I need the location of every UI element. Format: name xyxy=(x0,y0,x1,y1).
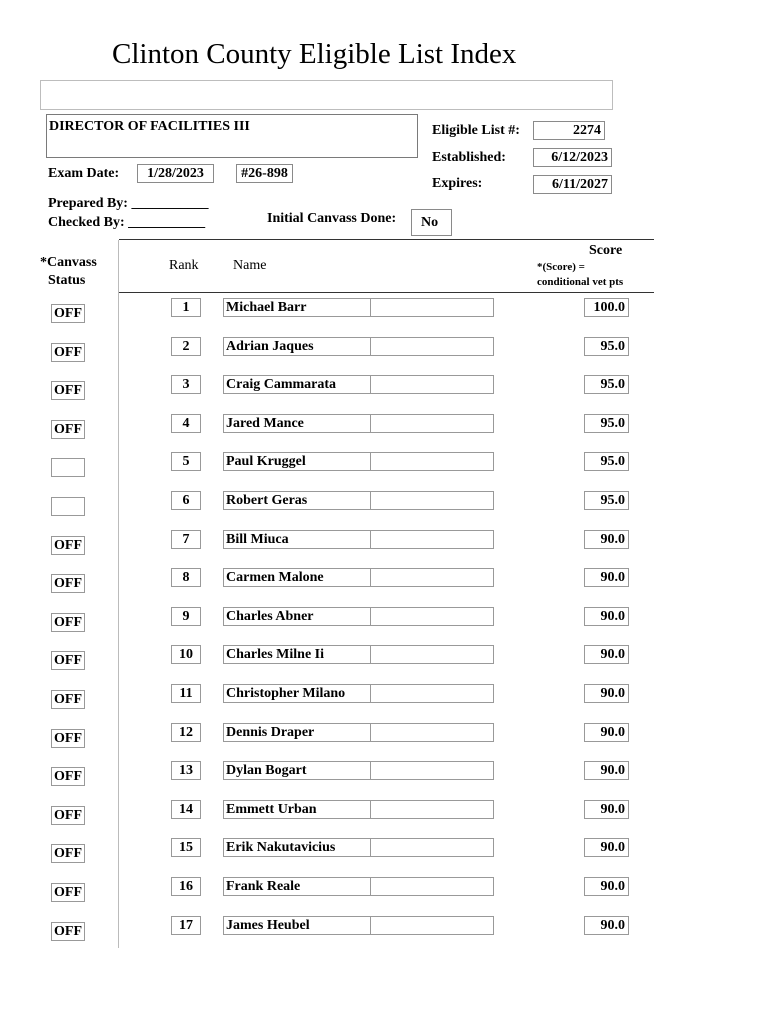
page-title: Clinton County Eligible List Index xyxy=(112,38,517,70)
exam-date-label: Exam Date: xyxy=(48,166,120,181)
name-field: Adrian Jaques xyxy=(223,337,370,356)
score-field: 95.0 xyxy=(584,491,629,510)
canvass-status-field[interactable]: OFF xyxy=(51,343,85,362)
canvass-status-field[interactable]: OFF xyxy=(51,536,85,555)
name-field: Bill Miuca xyxy=(223,530,370,549)
canvass-status-header-line1: *Canvass xyxy=(40,255,97,270)
expires-date-field[interactable]: 6/11/2027 xyxy=(533,175,612,194)
notes-field[interactable] xyxy=(370,916,494,935)
score-field: 90.0 xyxy=(584,645,629,664)
name-field: Dylan Bogart xyxy=(223,761,370,780)
name-field: Robert Geras xyxy=(223,491,370,510)
name-field: Frank Reale xyxy=(223,877,370,896)
name-field: Dennis Draper xyxy=(223,723,370,742)
initial-canvass-field[interactable]: No xyxy=(411,209,452,236)
canvass-status-field[interactable]: OFF xyxy=(51,729,85,748)
notes-field[interactable] xyxy=(370,530,494,549)
score-field: 95.0 xyxy=(584,375,629,394)
score-field: 90.0 xyxy=(584,723,629,742)
canvass-status-field[interactable]: OFF xyxy=(51,767,85,786)
notes-field[interactable] xyxy=(370,568,494,587)
header-top-rule xyxy=(119,239,654,240)
prepared-by-label: Prepared By: ___________ xyxy=(48,196,209,211)
notes-field[interactable] xyxy=(370,607,494,626)
canvass-status-header-line2: Status xyxy=(48,273,86,288)
exam-date-field[interactable]: 1/28/2023 xyxy=(137,164,214,183)
rank-field: 11 xyxy=(171,684,201,703)
rank-field: 2 xyxy=(171,337,201,356)
notes-field[interactable] xyxy=(370,684,494,703)
score-field: 95.0 xyxy=(584,414,629,433)
notes-field[interactable] xyxy=(370,375,494,394)
canvass-status-field[interactable]: OFF xyxy=(51,613,85,632)
name-field: Emmett Urban xyxy=(223,800,370,819)
rank-field: 1 xyxy=(171,298,201,317)
exam-number-field[interactable]: #26-898 xyxy=(236,164,293,183)
score-note-line1: *(Score) = xyxy=(537,261,585,273)
score-field: 90.0 xyxy=(584,877,629,896)
established-date-field[interactable]: 6/12/2023 xyxy=(533,148,612,167)
score-field: 90.0 xyxy=(584,568,629,587)
rank-field: 3 xyxy=(171,375,201,394)
expires-label: Expires: xyxy=(432,176,483,191)
rank-field: 13 xyxy=(171,761,201,780)
name-field: Christopher Milano xyxy=(223,684,370,703)
name-field: Jared Mance xyxy=(223,414,370,433)
rank-field: 6 xyxy=(171,491,201,510)
score-field: 90.0 xyxy=(584,916,629,935)
rank-header: Rank xyxy=(169,258,199,273)
score-field: 90.0 xyxy=(584,838,629,857)
initial-canvass-label: Initial Canvass Done: xyxy=(267,211,397,226)
canvass-status-field[interactable]: OFF xyxy=(51,304,85,323)
canvass-status-field[interactable]: OFF xyxy=(51,806,85,825)
header-bottom-rule xyxy=(119,292,654,293)
score-field: 90.0 xyxy=(584,607,629,626)
score-note-line2: conditional vet pts xyxy=(537,276,624,288)
score-field: 95.0 xyxy=(584,337,629,356)
score-field: 95.0 xyxy=(584,452,629,471)
rank-field: 15 xyxy=(171,838,201,857)
rank-field: 14 xyxy=(171,800,201,819)
top-blank-field[interactable] xyxy=(40,80,613,110)
canvass-status-field[interactable]: OFF xyxy=(51,574,85,593)
rank-field: 7 xyxy=(171,530,201,549)
notes-field[interactable] xyxy=(370,838,494,857)
checked-by-label: Checked By: ___________ xyxy=(48,215,206,230)
canvass-status-field[interactable]: OFF xyxy=(51,420,85,439)
score-header: Score xyxy=(589,243,623,258)
rank-field: 16 xyxy=(171,877,201,896)
established-label: Established: xyxy=(432,150,506,165)
rank-field: 4 xyxy=(171,414,201,433)
eligible-list-number-field[interactable]: 2274 xyxy=(533,121,605,140)
notes-field[interactable] xyxy=(370,877,494,896)
notes-field[interactable] xyxy=(370,800,494,819)
rank-field: 17 xyxy=(171,916,201,935)
canvass-status-field[interactable]: OFF xyxy=(51,651,85,670)
name-field: James Heubel xyxy=(223,916,370,935)
name-field: Charles Milne Ii xyxy=(223,645,370,664)
notes-field[interactable] xyxy=(370,337,494,356)
rank-field: 8 xyxy=(171,568,201,587)
name-header: Name xyxy=(233,258,267,273)
canvass-status-field[interactable]: OFF xyxy=(51,844,85,863)
canvass-status-field[interactable] xyxy=(51,497,85,516)
canvass-status-field[interactable] xyxy=(51,458,85,477)
score-field: 100.0 xyxy=(584,298,629,317)
rank-field: 12 xyxy=(171,723,201,742)
rank-field: 9 xyxy=(171,607,201,626)
position-title-field[interactable]: DIRECTOR OF FACILITIES III xyxy=(46,114,418,158)
score-field: 90.0 xyxy=(584,684,629,703)
name-field: Erik Nakutavicius xyxy=(223,838,370,857)
notes-field[interactable] xyxy=(370,761,494,780)
canvass-status-field[interactable]: OFF xyxy=(51,883,85,902)
canvass-status-field[interactable]: OFF xyxy=(51,690,85,709)
notes-field[interactable] xyxy=(370,645,494,664)
canvass-status-field[interactable]: OFF xyxy=(51,922,85,941)
score-field: 90.0 xyxy=(584,800,629,819)
notes-field[interactable] xyxy=(370,414,494,433)
rank-field: 5 xyxy=(171,452,201,471)
notes-field[interactable] xyxy=(370,491,494,510)
name-field: Charles Abner xyxy=(223,607,370,626)
notes-field[interactable] xyxy=(370,298,494,317)
name-field: Craig Cammarata xyxy=(223,375,370,394)
score-field: 90.0 xyxy=(584,530,629,549)
name-field: Paul Kruggel xyxy=(223,452,370,471)
name-field: Michael Barr xyxy=(223,298,370,317)
score-field: 90.0 xyxy=(584,761,629,780)
column-divider xyxy=(118,240,119,948)
notes-field[interactable] xyxy=(370,723,494,742)
eligible-list-label: Eligible List #: xyxy=(432,123,520,138)
rank-field: 10 xyxy=(171,645,201,664)
name-field: Carmen Malone xyxy=(223,568,370,587)
notes-field[interactable] xyxy=(370,452,494,471)
canvass-status-field[interactable]: OFF xyxy=(51,381,85,400)
